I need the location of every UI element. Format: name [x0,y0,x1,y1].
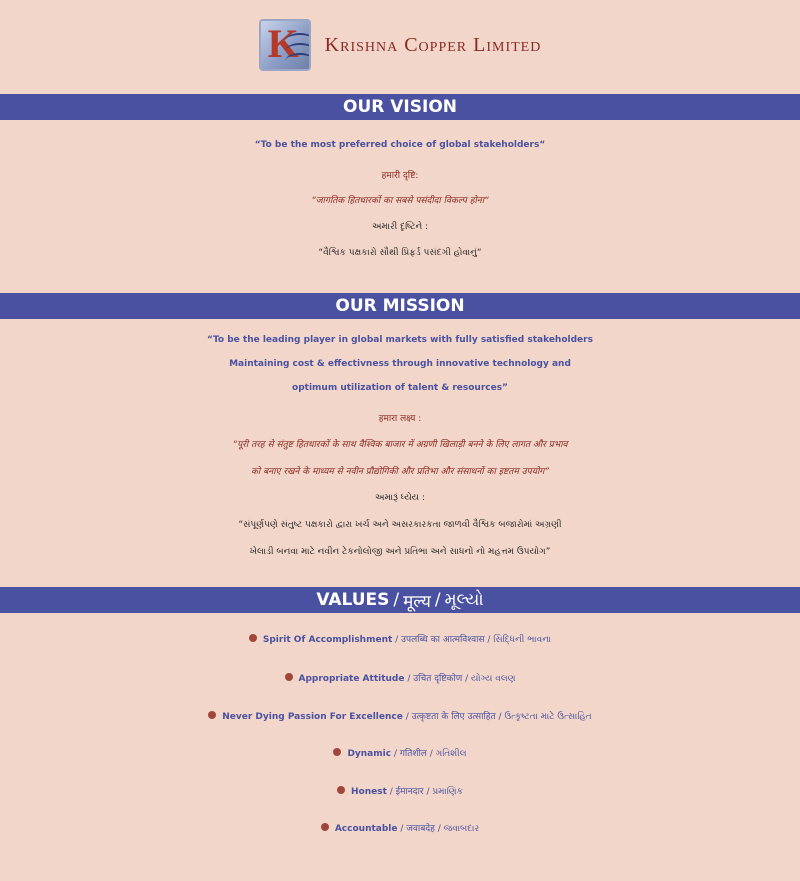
mission-hindi-label: हमारा लक्ष्य : [378,414,422,424]
values-heading-hi: मूल्य [403,591,431,612]
values-heading-gu: મૂલ્યો [444,590,484,610]
value-translations: / गतिशील / ગતિશીલ [391,749,467,759]
logo-wave [285,53,311,69]
value-translations: / उचित दृष्टिकोण / યોગ્ય વલણ [404,674,516,684]
logo-letter: K [267,21,299,66]
value-item [0,709,800,722]
values-heading-sep: / [434,590,441,610]
bullet-icon [208,711,216,719]
header [0,0,800,90]
values-heading-en: VALUES [316,590,390,610]
mission-gujarati-line: ખેલાડી બનવા માટે નવીન ટેકનોલોજી અને પ્રતિભા અને સાધનો નો મહત્તમ ઉપયોગ” [249,547,551,557]
value-translations: / ईमानदार / પ્રમાણિક [386,787,463,797]
value-item [0,784,800,797]
company-name: Krishna Copper Limited [324,33,542,56]
value-item [0,821,800,834]
value-translations: / उपलब्धि का आत्मविश्वास / સિદ્ધિની ભાવના [392,635,552,645]
bullet-icon [337,786,345,794]
value-translations: / जवाबदेह / જવાબદાર [397,824,480,834]
vision-heading-band [0,94,800,120]
value-english: Accountable [334,824,398,834]
vision-gujarati-label: અમારી દૃષ્ટિને : [371,222,429,232]
mission-english-line: Maintaining cost & effectivness through innovative technology and [229,359,571,369]
value-item [0,746,800,759]
values-heading-sep: / [393,590,400,610]
company-logo [259,19,311,71]
value-english: Dynamic [347,749,392,759]
bullet-icon [249,634,257,642]
bullet-icon [285,673,293,681]
mission-english-line: optimum utilization of talent & resources” [292,383,508,393]
vision-english: “To be the most preferred choice of global stakeholders“ [254,140,546,150]
value-english: Never Dying Passion For Excellence [222,712,403,722]
mission-gujarati-line: “સંપૂર્ણપણે સંતુષ્ટ પક્ષકારો દ્વારા ખર્ચ અને અસરકારકતા જાળવી વૈશ્વિક બજારોમાં અગ્રણી [238,520,562,530]
bullet-icon [321,823,329,831]
vision-heading: OUR VISION [343,97,457,117]
mission-heading: OUR MISSION [335,296,465,316]
value-translations: / उत्कृष्टता के लिए उत्साहित / ઉત્કૃષ્ટતા માટે ઉત્સાહિત [402,712,592,722]
value-item [0,671,800,684]
mission-gujarati-label: અમારૂં ધ્યેય : [375,493,425,503]
value-english: Spirit Of Accomplishment [262,635,393,645]
value-item [0,632,800,645]
vision-gujarati: “વૈશ્વિક પક્ષકારો સૌથી પ્રિફર્ડ પસંદગી હોવાનું“ [318,248,482,258]
mission-heading-band [0,293,800,319]
mission-hindi-line: “पूरी तरह से संतुष्ट हितधारकों के साथ वैश्विक बाजार में अग्रणी खिलाड़ी बनने के लिए लागत और प्रभाव [232,440,568,450]
mission-english-line: “To be the leading player in global markets with fully satisfied stakeholders [207,335,593,345]
vision-hindi-label: हमारी दृष्टि: [381,171,419,181]
values-heading-band [0,587,800,613]
bullet-icon [333,748,341,756]
mission-hindi-line: को बनाए रखने के माध्यम से नवीन प्रौद्योगिकी और प्रतिभा और संसाधनों का इष्टतम उपयोग” [250,467,550,477]
vision-hindi: “जागतिक हितधारकों का सबसे पसंदीदा विकल्प होना“ [311,196,489,206]
value-english: Honest [351,787,387,797]
value-english: Appropriate Attitude [298,674,405,684]
